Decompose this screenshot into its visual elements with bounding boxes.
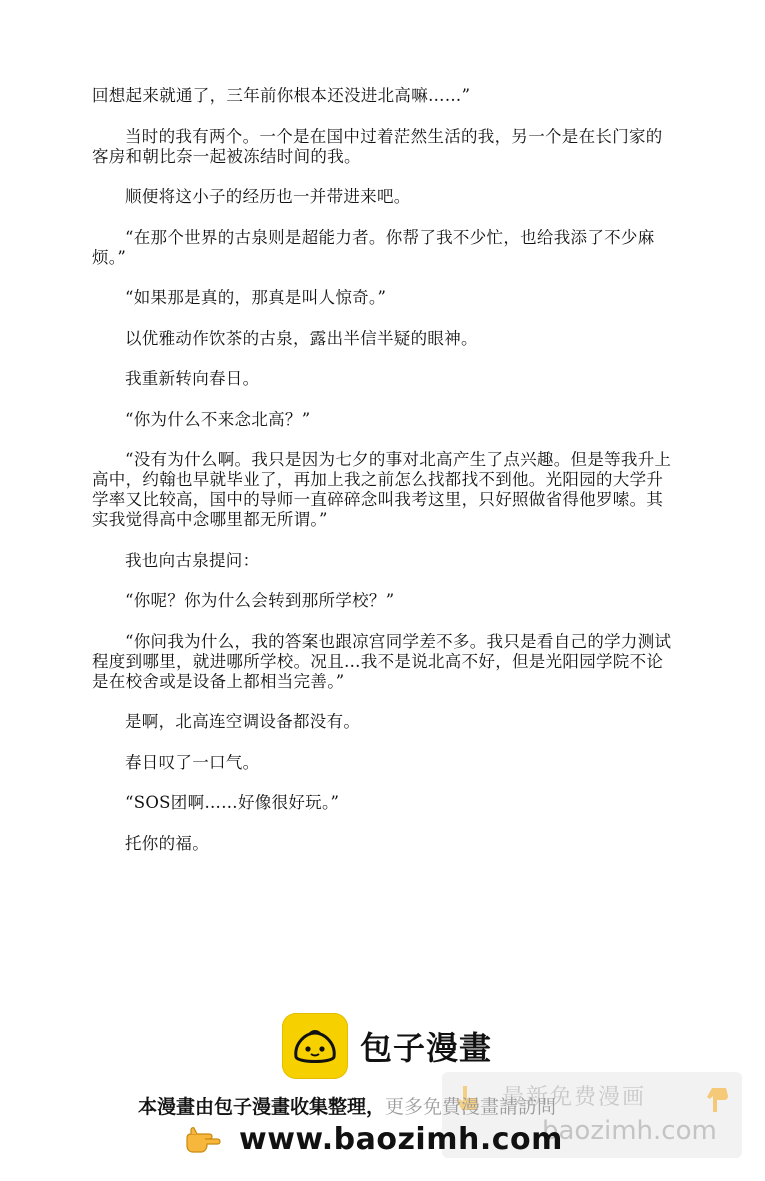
paragraph: 我也向古泉提问： xyxy=(125,550,260,570)
pointing-hand-icon xyxy=(185,1124,225,1156)
paragraph: “你为什么不来念北高？” xyxy=(125,409,311,429)
paragraph: 回想起来就通了，三年前你根本还没进北高嘛……” xyxy=(92,86,471,105)
paragraph: 当时的我有两个。一个是在国中过着茫然生活的我，另一个是在长门家的客房和朝比奈一起被冻结时间的我。 xyxy=(92,126,663,166)
paragraph: 我重新转向春日。 xyxy=(125,369,260,388)
paragraph: “你呢？你为什么会转到那所学校？” xyxy=(125,591,395,610)
paragraph: “没有为什么啊。我只是因为七夕的事对北高产生了点兴趣。但是等我升上高中，约翰也早就毕业了，再加上我之前怎么找都找不到他。光阳园的大学升学率又比较高，国中的导师一直碎碎念叫我考这里，只好照做省得他罗嗦。其实我觉得高中念哪里都无所谓。” xyxy=(92,450,672,529)
brand-logo[interactable] xyxy=(282,1013,492,1079)
notice-faded: 更多免費漫畫請訪問 xyxy=(385,1096,557,1118)
article-text xyxy=(92,86,677,854)
bun-logo-icon xyxy=(282,1013,348,1079)
site-url-link[interactable]: www.baozimh.com xyxy=(239,1122,563,1157)
paragraph: “如果那是真的，那真是叫人惊奇。” xyxy=(125,288,387,307)
notice-main: 本漫畫由包子漫畫收集整理， xyxy=(138,1096,386,1118)
paragraph: 春日叹了一口气。 xyxy=(125,752,260,772)
paragraph: 以优雅动作饮茶的古泉，露出半信半疑的眼神。 xyxy=(125,328,478,348)
watermark-top-text: 最新免费漫画 xyxy=(502,1085,647,1110)
paragraph: 是啊，北高连空调设备都没有。 xyxy=(125,712,361,731)
promo-footer xyxy=(0,1000,765,1181)
paragraph: “你问我为什么，我的答案也跟凉宫同学差不多。我只是看自己的学力测试程度到哪里，就进哪所学校。况且…我不是说北高不好，但是光阳园学院不论是在校舍或是设备上都相当完善。” xyxy=(92,631,672,691)
paragraph: 顺便将这小子的经历也一并带进来吧。 xyxy=(125,187,411,206)
notice-line xyxy=(138,1092,556,1119)
paragraph: “在那个世界的古泉则是超能力者。你帮了我不少忙，也给我添了不少麻烦。” xyxy=(92,227,655,267)
pointing-hand-icon xyxy=(704,1086,730,1118)
paragraph: “SOS团啊……好像很好玩。” xyxy=(125,793,340,812)
paragraph: 托你的福。 xyxy=(125,833,209,853)
watermark-bottom-text: baozimh.com xyxy=(542,1116,717,1146)
brand-name: 包子漫畫 xyxy=(360,1029,493,1067)
url-row[interactable] xyxy=(185,1122,563,1157)
